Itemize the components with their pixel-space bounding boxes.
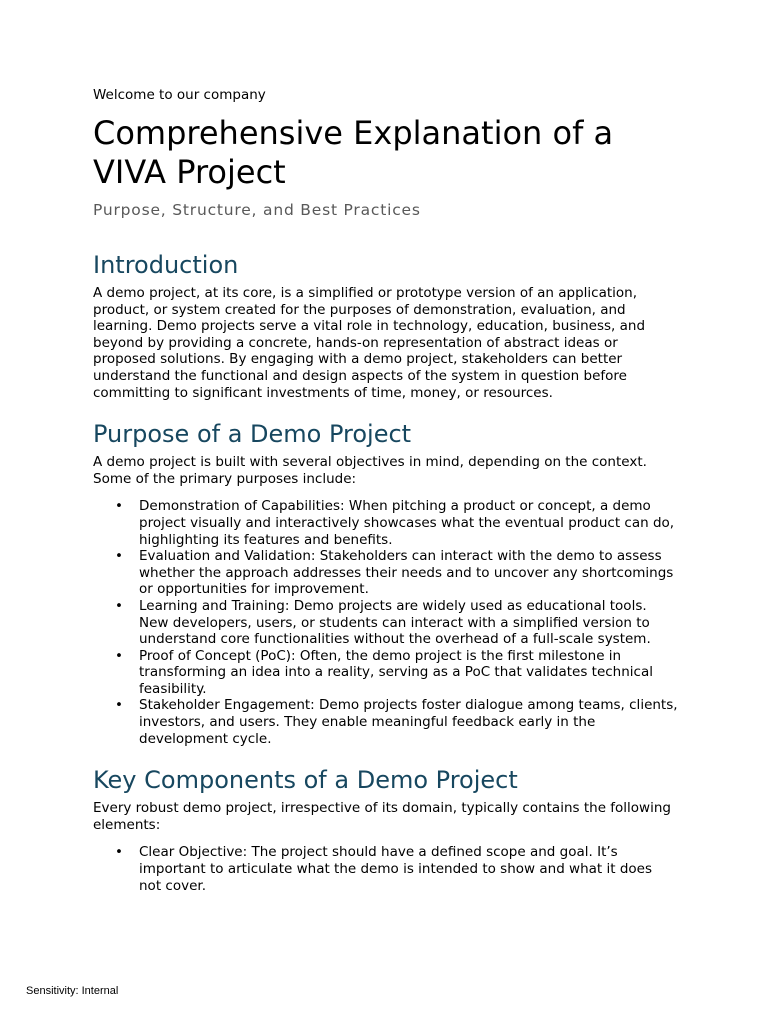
list-item (93, 598, 678, 648)
list-item-text: Proof of Concept (PoC): Often, the demo project is the first milestone in transforming an idea into a reality, serving as a PoC that validates technical feasibility. (139, 647, 653, 697)
list-item-text: Demonstration of Capabilities: When pitching a product or concept, a demo project visually and interactively showcases what the eventual product can do, highlighting its features and benefits. (139, 498, 675, 548)
bullet-icon: • (115, 498, 123, 515)
bullet-icon: • (115, 647, 123, 664)
introduction-paragraph: A demo project, at its core, is a simplified or prototype version of an application, product, or system created for the purposes of demonstration, evaluation, and learning. Demo projects serve a vital role in technology, education, business, and beyond by providing a concrete, hands-on representation of abstract ideas or proposed solutions. By engaging with a demo project, stakeholders can better understand the functional and design aspects of the system in question before committing to significant investments of time, money, or resources. (93, 285, 646, 401)
section-purpose (93, 419, 678, 747)
document-title: Comprehensive Explanation of a VIVA Project (93, 114, 614, 191)
list-item-text: Clear Objective: The project should have a defined scope and goal. It’s important to articulate what the demo is intended to show and what it does not cover. (139, 844, 653, 894)
bullet-icon: • (115, 697, 123, 714)
sensitivity-label: Sensitivity: Internal (26, 985, 119, 997)
heading-introduction: Introduction (93, 251, 239, 279)
list-item (93, 498, 678, 548)
list-item-text: Evaluation and Validation: Stakeholders can interact with the demo to assess whether the approach addresses their needs and to uncover any shortcomings or opportunities for improvement. (139, 548, 674, 598)
list-item (93, 548, 678, 598)
bullet-icon: • (115, 548, 123, 565)
list-item (93, 648, 678, 698)
bullet-icon: • (115, 844, 123, 861)
purpose-bullet-list (93, 498, 678, 747)
welcome-text: Welcome to our company (93, 87, 266, 103)
key-components-paragraph: Every robust demo project, irrespective of its domain, typically contains the following elements: (93, 800, 671, 833)
list-item-text: Stakeholder Engagement: Demo projects foster dialogue among teams, clients, investors, and users. They enable meaningful feedback early in the development cycle. (139, 697, 678, 747)
bullet-icon: • (115, 597, 123, 614)
section-key-components (93, 765, 678, 894)
heading-purpose: Purpose of a Demo Project (93, 420, 412, 449)
section-introduction (93, 250, 678, 401)
list-item-text: Learning and Training: Demo projects are widely used as educational tools. New developers, users, or students can interact with a simplified version to understand core functionalities without the overhead of a full-scale system. (139, 597, 651, 648)
document-subtitle: Purpose, Structure, and Best Practices (93, 201, 421, 219)
heading-key-components: Key Components of a Demo Project (93, 766, 518, 795)
document-page (93, 86, 678, 894)
list-item (93, 697, 678, 747)
key-components-bullet-list (93, 844, 678, 894)
purpose-paragraph: A demo project is built with several objectives in mind, depending on the context. Some of the primary purposes include: (93, 454, 647, 487)
list-item (93, 844, 678, 894)
